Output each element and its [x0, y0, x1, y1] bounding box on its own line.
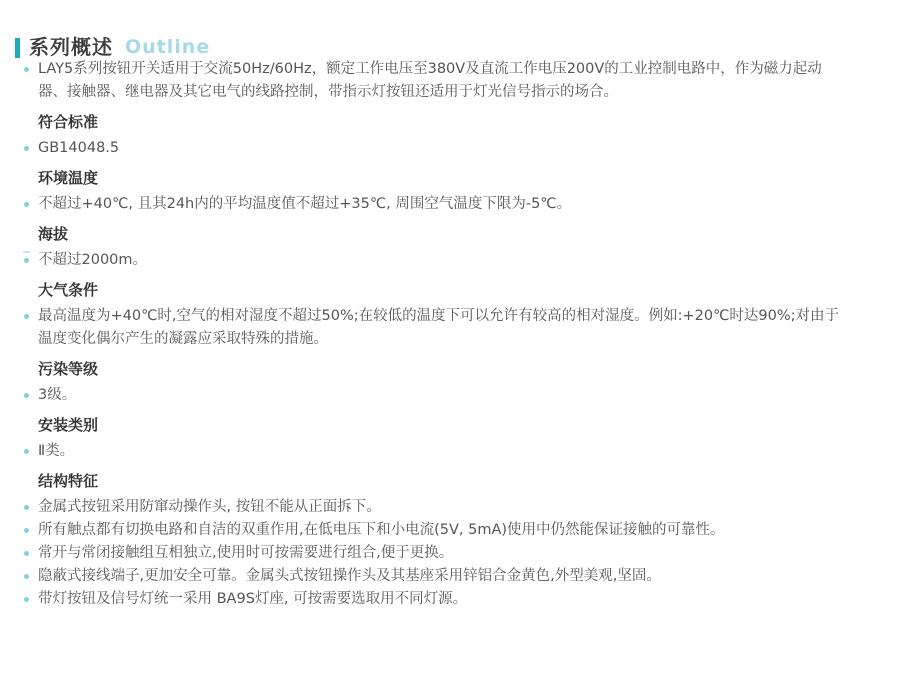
list-item: [24, 496, 844, 519]
list-item-text: 不超过2000m。: [38, 252, 148, 268]
list-item: [24, 137, 844, 160]
list-item: [24, 440, 844, 463]
bullet-icon: [24, 393, 29, 398]
section-list: [24, 496, 844, 611]
section-list: [24, 137, 844, 160]
section-heading: 海拔: [38, 225, 69, 243]
section-list: [24, 440, 844, 463]
section-ambient-temperature: [24, 170, 844, 216]
section-pollution-level: [24, 361, 844, 407]
bullet-icon: [24, 449, 29, 454]
bullet-icon: [24, 146, 29, 151]
bullet-icon: [24, 528, 29, 533]
bullet-icon: [24, 67, 29, 72]
list-item: [24, 565, 844, 588]
title-accent-bar: [15, 38, 20, 58]
content-area: [0, 58, 900, 611]
intro-text: LAY5系列按钮开关适用于交流50Hz/60Hz，额定工作电压至380V及直流工作电压200V的工业控制电路中，作为磁力起动器、接触器、继电器及其它电气的线路控制，带指示灯按钮还适用于灯光信号指示的场合。: [38, 61, 822, 100]
page-title-en: Outline: [125, 36, 211, 58]
section-heading: 污染等级: [38, 360, 99, 378]
section-heading: 安装类别: [38, 416, 99, 434]
list-item: [24, 519, 844, 542]
bullet-icon: [24, 202, 29, 207]
list-item-text: 所有触点都有切换电路和自洁的双重作用,在低电压下和小电流(5V, 5mA)使用中仍然能保证接触的可靠性。: [38, 522, 725, 538]
list-item-text: 金属式按钮采用防窜动操作头, 按钮不能从正面拆下。: [38, 499, 381, 515]
section-list: [24, 305, 844, 351]
list-item: [24, 58, 844, 104]
bullet-icon: [24, 597, 29, 602]
section-standard: [24, 114, 844, 160]
section-atmosphere: [24, 282, 844, 351]
list-item-text: 最高温度为+40℃时,空气的相对湿度不超过50%;在较低的温度下可以允许有较高的相对湿度。例如:+20℃时达90%;对由于温度变化偶尔产生的凝露应采取特殊的措施。: [38, 308, 839, 347]
section-heading: 环境温度: [38, 169, 99, 187]
section-heading: 符合标准: [38, 113, 99, 131]
section-list: [24, 193, 844, 216]
list-item: [24, 384, 844, 407]
list-item: [24, 193, 844, 216]
list-item-text: Ⅱ类。: [38, 443, 75, 459]
bullet-icon: [24, 258, 29, 263]
bullet-icon: [24, 314, 29, 319]
list-item-text: 常开与常闭接触组互相独立,使用时可按需要进行组合,便于更换。: [38, 545, 454, 561]
list-item-text: 隐蔽式接线端子,更加安全可靠。金属头式按钮操作头及其基座采用锌铝合金黄色,外型美观,坚固。: [38, 568, 661, 584]
list-item-text: 3级。: [38, 387, 77, 403]
section-structural-features: [24, 473, 844, 611]
section-altitude: [24, 226, 844, 272]
list-item-text: 带灯按钮及信号灯统一采用 BA9S灯座, 可按需要选取用不同灯源。: [38, 591, 468, 607]
list-item: [24, 542, 844, 565]
section-list: [24, 384, 844, 407]
section-list: [24, 249, 844, 272]
bullet-icon: [24, 551, 29, 556]
page-title-cn: 系列概述: [29, 35, 113, 59]
section-heading: 结构特征: [38, 472, 99, 490]
list-item: [24, 305, 844, 351]
bullet-icon: [24, 574, 29, 579]
bullet-icon: [24, 505, 29, 510]
section-heading: 大气条件: [38, 281, 99, 299]
list-item: [24, 249, 844, 272]
stray-dash-mark: [23, 251, 30, 253]
list-item: [24, 588, 844, 611]
list-item-text: 不超过+40℃, 且其24h内的平均温度值不超过+35℃, 周围空气温度下限为-5℃。: [38, 196, 572, 212]
section-installation-category: [24, 417, 844, 463]
page-header: [0, 0, 900, 58]
intro-list: [24, 58, 844, 104]
list-item-text: GB14048.5: [38, 140, 120, 156]
